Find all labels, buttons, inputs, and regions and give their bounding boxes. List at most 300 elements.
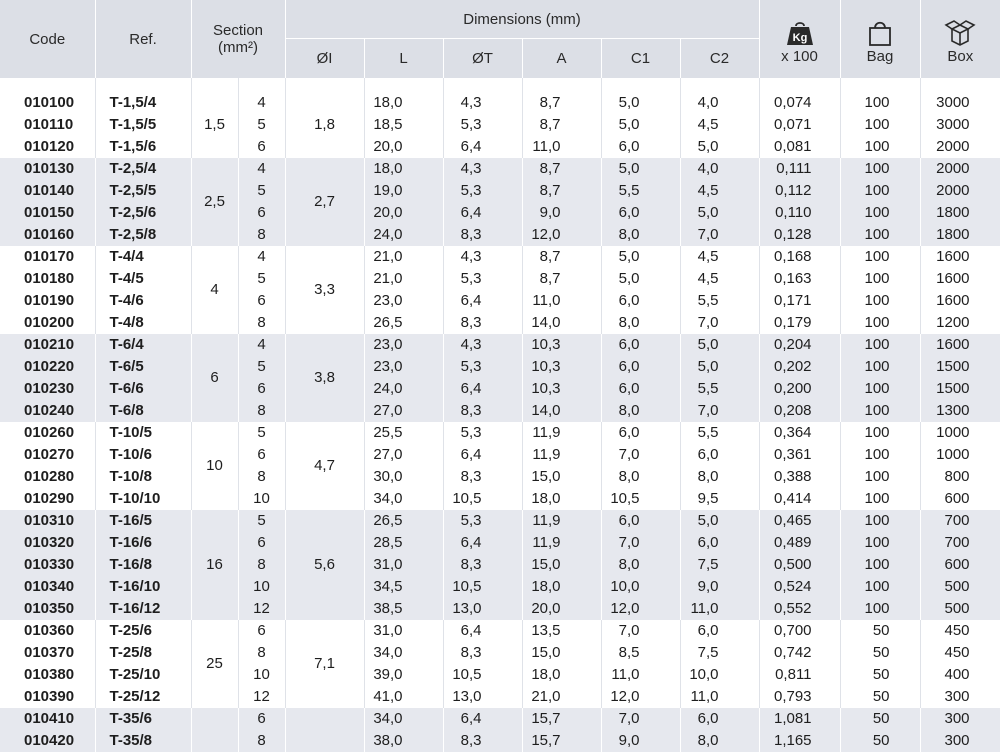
dim-oi-cell: 4,7 — [285, 422, 364, 510]
table-row — [0, 532, 1000, 554]
section-sub-cell: 5 — [238, 422, 285, 444]
dim-c1-cell: 7,0 — [601, 532, 680, 554]
ref-cell: T-25/6 — [95, 620, 191, 642]
dim-ot-cell: 5,3 — [443, 510, 522, 532]
dim-c1-cell: 6,0 — [601, 378, 680, 400]
table-row — [0, 334, 1000, 356]
box-cell: 700 — [920, 510, 1000, 532]
dim-l-cell: 34,0 — [364, 488, 443, 510]
dim-c1-cell: 8,0 — [601, 400, 680, 422]
table-row — [0, 422, 1000, 444]
dim-c1-cell: 5,0 — [601, 158, 680, 180]
ref-cell: T-2,5/8 — [95, 224, 191, 246]
bag-cell: 50 — [840, 708, 920, 730]
code-cell: 010410 — [0, 708, 95, 730]
section-sub-cell: 10 — [238, 576, 285, 598]
header-dim-c2: C2 — [680, 39, 759, 79]
box-cell: 450 — [920, 620, 1000, 642]
table-row — [0, 246, 1000, 268]
header-weight-label: x 100 — [781, 47, 818, 65]
weight-cell: 0,071 — [759, 114, 840, 136]
code-cell: 010210 — [0, 334, 95, 356]
section-cell — [191, 708, 238, 752]
code-cell: 010170 — [0, 246, 95, 268]
code-cell: 010130 — [0, 158, 95, 180]
header-dim-a: A — [522, 39, 601, 79]
dim-ot-cell: 6,4 — [443, 708, 522, 730]
code-cell: 010370 — [0, 642, 95, 664]
bag-cell: 100 — [840, 378, 920, 400]
dim-ot-cell: 4,3 — [443, 158, 522, 180]
dim-c1-cell: 5,0 — [601, 114, 680, 136]
box-cell: 700 — [920, 532, 1000, 554]
box-icon — [943, 20, 977, 46]
table-row — [0, 356, 1000, 378]
weight-cell: 0,489 — [759, 532, 840, 554]
weight-icon-label: Kg — [792, 31, 807, 44]
table-row — [0, 708, 1000, 730]
bag-cell: 100 — [840, 400, 920, 422]
code-cell: 010120 — [0, 136, 95, 158]
dim-c2-cell: 5,0 — [680, 202, 759, 224]
box-cell: 1000 — [920, 422, 1000, 444]
table-row — [0, 78, 1000, 114]
bag-cell: 100 — [840, 554, 920, 576]
dim-a-cell: 15,0 — [522, 554, 601, 576]
box-cell: 1600 — [920, 334, 1000, 356]
box-cell: 400 — [920, 664, 1000, 686]
dim-l-cell: 38,5 — [364, 598, 443, 620]
dim-oi-cell — [285, 708, 364, 752]
section-cell: 10 — [191, 422, 238, 510]
ref-cell: T-1,5/5 — [95, 114, 191, 136]
code-cell: 010380 — [0, 664, 95, 686]
weight-cell: 0,811 — [759, 664, 840, 686]
bag-cell: 100 — [840, 78, 920, 114]
code-cell: 010360 — [0, 620, 95, 642]
weight-cell: 0,179 — [759, 312, 840, 334]
section-cell: 25 — [191, 620, 238, 708]
box-cell: 600 — [920, 554, 1000, 576]
dim-c1-cell: 8,0 — [601, 554, 680, 576]
dim-c2-cell: 7,5 — [680, 642, 759, 664]
ref-cell: T-1,5/4 — [95, 78, 191, 114]
weight-cell: 0,111 — [759, 158, 840, 180]
code-cell: 010160 — [0, 224, 95, 246]
weight-cell: 0,742 — [759, 642, 840, 664]
ref-cell: T-16/12 — [95, 598, 191, 620]
box-cell: 1800 — [920, 224, 1000, 246]
box-cell: 1600 — [920, 246, 1000, 268]
bag-cell: 100 — [840, 488, 920, 510]
code-cell: 010320 — [0, 532, 95, 554]
dim-l-cell: 20,0 — [364, 136, 443, 158]
bag-cell: 100 — [840, 444, 920, 466]
dim-l-cell: 34,0 — [364, 708, 443, 730]
section-sub-cell: 4 — [238, 246, 285, 268]
section-sub-cell: 12 — [238, 598, 285, 620]
section-sub-cell: 4 — [238, 78, 285, 114]
dim-a-cell: 15,0 — [522, 642, 601, 664]
code-cell: 010190 — [0, 290, 95, 312]
dim-l-cell: 21,0 — [364, 268, 443, 290]
weight-cell: 0,208 — [759, 400, 840, 422]
dim-l-cell: 24,0 — [364, 224, 443, 246]
dim-l-cell: 18,0 — [364, 78, 443, 114]
ref-cell: T-6/8 — [95, 400, 191, 422]
section-cell: 1,5 — [191, 78, 238, 158]
dim-c2-cell: 6,0 — [680, 708, 759, 730]
box-cell: 3000 — [920, 114, 1000, 136]
code-cell: 010310 — [0, 510, 95, 532]
ref-cell: T-25/10 — [95, 664, 191, 686]
dim-c1-cell: 7,0 — [601, 444, 680, 466]
header-dim-c1: C1 — [601, 39, 680, 79]
code-cell: 010390 — [0, 686, 95, 708]
code-cell: 010220 — [0, 356, 95, 378]
dim-c2-cell: 4,5 — [680, 180, 759, 202]
table-row — [0, 444, 1000, 466]
dim-c1-cell: 8,0 — [601, 466, 680, 488]
dim-a-cell: 14,0 — [522, 400, 601, 422]
dim-l-cell: 18,0 — [364, 158, 443, 180]
code-cell: 010350 — [0, 598, 95, 620]
dim-a-cell: 14,0 — [522, 312, 601, 334]
dim-l-cell: 18,5 — [364, 114, 443, 136]
dim-ot-cell: 6,4 — [443, 202, 522, 224]
dim-l-cell: 34,5 — [364, 576, 443, 598]
dim-c1-cell: 6,0 — [601, 510, 680, 532]
ref-cell: T-2,5/6 — [95, 202, 191, 224]
section-sub-cell: 8 — [238, 400, 285, 422]
dim-ot-cell: 6,4 — [443, 378, 522, 400]
header-bag-label: Bag — [866, 47, 894, 65]
dim-c1-cell: 6,0 — [601, 290, 680, 312]
table-row — [0, 664, 1000, 686]
dim-c1-cell: 6,0 — [601, 356, 680, 378]
dim-c2-cell: 7,0 — [680, 312, 759, 334]
header-code: Code — [0, 0, 95, 78]
dim-ot-cell: 5,3 — [443, 268, 522, 290]
section-sub-cell: 10 — [238, 488, 285, 510]
code-cell: 010200 — [0, 312, 95, 334]
ref-cell: T-4/6 — [95, 290, 191, 312]
dim-ot-cell: 6,4 — [443, 620, 522, 642]
dim-c2-cell: 5,5 — [680, 422, 759, 444]
ref-cell: T-4/8 — [95, 312, 191, 334]
ref-cell: T-35/8 — [95, 730, 191, 752]
dim-l-cell: 23,0 — [364, 290, 443, 312]
dim-a-cell: 8,7 — [522, 268, 601, 290]
dim-c2-cell: 9,0 — [680, 576, 759, 598]
dim-ot-cell: 6,4 — [443, 290, 522, 312]
table-row — [0, 202, 1000, 224]
box-cell: 1200 — [920, 312, 1000, 334]
dim-a-cell: 9,0 — [522, 202, 601, 224]
ref-cell: T-6/5 — [95, 356, 191, 378]
dim-c2-cell: 9,5 — [680, 488, 759, 510]
table-row — [0, 686, 1000, 708]
bag-cell: 100 — [840, 114, 920, 136]
dim-a-cell: 8,7 — [522, 246, 601, 268]
dim-oi-cell: 1,8 — [285, 78, 364, 158]
dim-c1-cell: 6,0 — [601, 422, 680, 444]
table-row — [0, 224, 1000, 246]
code-cell: 010180 — [0, 268, 95, 290]
section-sub-cell: 8 — [238, 224, 285, 246]
dim-a-cell: 15,0 — [522, 466, 601, 488]
section-sub-cell: 4 — [238, 334, 285, 356]
dim-c1-cell: 5,5 — [601, 180, 680, 202]
ref-cell: T-16/10 — [95, 576, 191, 598]
weight-cell: 0,202 — [759, 356, 840, 378]
weight-cell: 0,364 — [759, 422, 840, 444]
dim-c1-cell: 11,0 — [601, 664, 680, 686]
box-cell: 1600 — [920, 290, 1000, 312]
dim-l-cell: 19,0 — [364, 180, 443, 202]
table-row — [0, 598, 1000, 620]
dim-c1-cell: 8,0 — [601, 312, 680, 334]
dim-c2-cell: 8,0 — [680, 730, 759, 752]
bag-cell: 100 — [840, 356, 920, 378]
header-dim-l: L — [364, 39, 443, 79]
dim-c2-cell: 6,0 — [680, 620, 759, 642]
table-row — [0, 114, 1000, 136]
section-sub-cell: 8 — [238, 642, 285, 664]
dim-a-cell: 8,7 — [522, 180, 601, 202]
table-row — [0, 378, 1000, 400]
weight-cell: 0,500 — [759, 554, 840, 576]
box-cell: 2000 — [920, 136, 1000, 158]
dim-a-cell: 18,0 — [522, 488, 601, 510]
box-cell: 500 — [920, 576, 1000, 598]
code-cell: 010330 — [0, 554, 95, 576]
dim-ot-cell: 8,3 — [443, 312, 522, 334]
section-sub-cell: 4 — [238, 158, 285, 180]
code-cell: 010270 — [0, 444, 95, 466]
dim-a-cell: 11,9 — [522, 510, 601, 532]
section-sub-cell: 6 — [238, 708, 285, 730]
bag-icon — [866, 20, 894, 46]
bag-cell: 100 — [840, 576, 920, 598]
dim-ot-cell: 8,3 — [443, 224, 522, 246]
dim-c1-cell: 10,5 — [601, 488, 680, 510]
dim-c2-cell: 7,0 — [680, 400, 759, 422]
section-cell: 6 — [191, 334, 238, 422]
section-sub-cell: 8 — [238, 466, 285, 488]
dim-oi-cell: 7,1 — [285, 620, 364, 708]
weight-icon — [786, 20, 814, 46]
dim-l-cell: 20,0 — [364, 202, 443, 224]
dim-c2-cell: 4,5 — [680, 268, 759, 290]
box-cell: 2000 — [920, 158, 1000, 180]
dim-c2-cell: 5,5 — [680, 290, 759, 312]
table-row — [0, 466, 1000, 488]
weight-cell: 0,552 — [759, 598, 840, 620]
table-row — [0, 158, 1000, 180]
bag-cell: 100 — [840, 466, 920, 488]
code-cell: 010110 — [0, 114, 95, 136]
weight-cell: 0,204 — [759, 334, 840, 356]
weight-cell: 0,361 — [759, 444, 840, 466]
dim-c1-cell: 6,0 — [601, 136, 680, 158]
dim-c2-cell: 4,0 — [680, 158, 759, 180]
ref-cell: T-10/8 — [95, 466, 191, 488]
dim-ot-cell: 4,3 — [443, 78, 522, 114]
ref-cell: T-2,5/4 — [95, 158, 191, 180]
dim-ot-cell: 4,3 — [443, 246, 522, 268]
bag-cell: 100 — [840, 422, 920, 444]
weight-cell: 0,524 — [759, 576, 840, 598]
box-cell: 1800 — [920, 202, 1000, 224]
dim-ot-cell: 8,3 — [443, 554, 522, 576]
section-sub-cell: 5 — [238, 180, 285, 202]
section-sub-cell: 5 — [238, 268, 285, 290]
weight-cell: 0,128 — [759, 224, 840, 246]
dim-c2-cell: 5,0 — [680, 356, 759, 378]
code-cell: 010100 — [0, 78, 95, 114]
dim-c1-cell: 5,0 — [601, 78, 680, 114]
dim-ot-cell: 5,3 — [443, 114, 522, 136]
box-cell: 500 — [920, 598, 1000, 620]
dim-l-cell: 27,0 — [364, 444, 443, 466]
dim-a-cell: 10,3 — [522, 334, 601, 356]
dim-c1-cell: 6,0 — [601, 202, 680, 224]
bag-cell: 50 — [840, 664, 920, 686]
dim-c2-cell: 7,0 — [680, 224, 759, 246]
dim-ot-cell: 8,3 — [443, 730, 522, 752]
weight-cell: 0,081 — [759, 136, 840, 158]
dim-a-cell: 21,0 — [522, 686, 601, 708]
section-sub-cell: 8 — [238, 312, 285, 334]
dim-c1-cell: 10,0 — [601, 576, 680, 598]
dim-c2-cell: 5,0 — [680, 334, 759, 356]
box-cell: 1000 — [920, 444, 1000, 466]
dim-oi-cell: 3,8 — [285, 334, 364, 422]
box-cell: 2000 — [920, 180, 1000, 202]
weight-cell: 0,074 — [759, 78, 840, 114]
dim-ot-cell: 10,5 — [443, 488, 522, 510]
section-sub-cell: 12 — [238, 686, 285, 708]
box-cell: 3000 — [920, 78, 1000, 114]
section-sub-cell: 8 — [238, 554, 285, 576]
box-cell: 800 — [920, 466, 1000, 488]
dim-c1-cell: 12,0 — [601, 598, 680, 620]
code-cell: 010260 — [0, 422, 95, 444]
section-cell: 16 — [191, 510, 238, 620]
weight-cell: 1,165 — [759, 730, 840, 752]
dim-c1-cell: 7,0 — [601, 620, 680, 642]
dim-ot-cell: 13,0 — [443, 598, 522, 620]
section-cell: 2,5 — [191, 158, 238, 246]
weight-cell: 0,171 — [759, 290, 840, 312]
dim-l-cell: 28,5 — [364, 532, 443, 554]
dim-c2-cell: 6,0 — [680, 532, 759, 554]
table-row — [0, 730, 1000, 752]
code-cell: 010240 — [0, 400, 95, 422]
table-row — [0, 268, 1000, 290]
dim-c1-cell: 6,0 — [601, 334, 680, 356]
ref-cell: T-4/4 — [95, 246, 191, 268]
dim-l-cell: 38,0 — [364, 730, 443, 752]
dim-c2-cell: 5,0 — [680, 510, 759, 532]
section-sub-cell: 6 — [238, 532, 285, 554]
ref-cell: T-16/6 — [95, 532, 191, 554]
dim-ot-cell: 8,3 — [443, 466, 522, 488]
bag-cell: 100 — [840, 180, 920, 202]
ref-cell: T-6/4 — [95, 334, 191, 356]
section-sub-cell: 8 — [238, 730, 285, 752]
ref-cell: T-2,5/5 — [95, 180, 191, 202]
dim-a-cell: 13,5 — [522, 620, 601, 642]
dim-ot-cell: 5,3 — [443, 422, 522, 444]
box-cell: 450 — [920, 642, 1000, 664]
weight-cell: 0,163 — [759, 268, 840, 290]
dim-c1-cell: 5,0 — [601, 246, 680, 268]
dim-c2-cell: 5,5 — [680, 378, 759, 400]
header-section-unit: (mm²) — [218, 39, 258, 56]
header-bag — [840, 0, 920, 78]
dim-oi-cell: 5,6 — [285, 510, 364, 620]
dim-c2-cell: 4,5 — [680, 114, 759, 136]
dim-c2-cell: 11,0 — [680, 686, 759, 708]
ref-cell: T-10/6 — [95, 444, 191, 466]
dim-a-cell: 20,0 — [522, 598, 601, 620]
dim-l-cell: 27,0 — [364, 400, 443, 422]
box-cell: 600 — [920, 488, 1000, 510]
weight-cell: 0,112 — [759, 180, 840, 202]
code-cell: 010420 — [0, 730, 95, 752]
header-box-label: Box — [947, 47, 974, 65]
dim-c2-cell: 4,0 — [680, 78, 759, 114]
weight-cell: 0,465 — [759, 510, 840, 532]
dim-c2-cell: 8,0 — [680, 466, 759, 488]
table-row — [0, 488, 1000, 510]
section-sub-cell: 10 — [238, 664, 285, 686]
dim-l-cell: 31,0 — [364, 554, 443, 576]
dim-ot-cell: 8,3 — [443, 642, 522, 664]
ref-cell: T-25/12 — [95, 686, 191, 708]
dim-oi-cell: 3,3 — [285, 246, 364, 334]
box-cell: 1300 — [920, 400, 1000, 422]
dim-c2-cell: 4,5 — [680, 246, 759, 268]
table-row — [0, 312, 1000, 334]
dim-a-cell: 10,3 — [522, 378, 601, 400]
bag-cell: 50 — [840, 730, 920, 752]
dim-l-cell: 23,0 — [364, 356, 443, 378]
ref-cell: T-10/5 — [95, 422, 191, 444]
dim-l-cell: 21,0 — [364, 246, 443, 268]
section-sub-cell: 5 — [238, 114, 285, 136]
table-row — [0, 554, 1000, 576]
bag-cell: 100 — [840, 202, 920, 224]
code-cell: 010140 — [0, 180, 95, 202]
dim-l-cell: 41,0 — [364, 686, 443, 708]
section-cell: 4 — [191, 246, 238, 334]
dim-a-cell: 11,0 — [522, 136, 601, 158]
bag-cell: 100 — [840, 136, 920, 158]
bag-cell: 100 — [840, 224, 920, 246]
ref-cell: T-6/6 — [95, 378, 191, 400]
dim-a-cell: 10,3 — [522, 356, 601, 378]
dim-c1-cell: 9,0 — [601, 730, 680, 752]
dim-a-cell: 8,7 — [522, 114, 601, 136]
table-header — [0, 0, 1000, 78]
weight-cell: 1,081 — [759, 708, 840, 730]
dim-a-cell: 11,9 — [522, 422, 601, 444]
weight-cell: 0,388 — [759, 466, 840, 488]
weight-cell: 0,168 — [759, 246, 840, 268]
